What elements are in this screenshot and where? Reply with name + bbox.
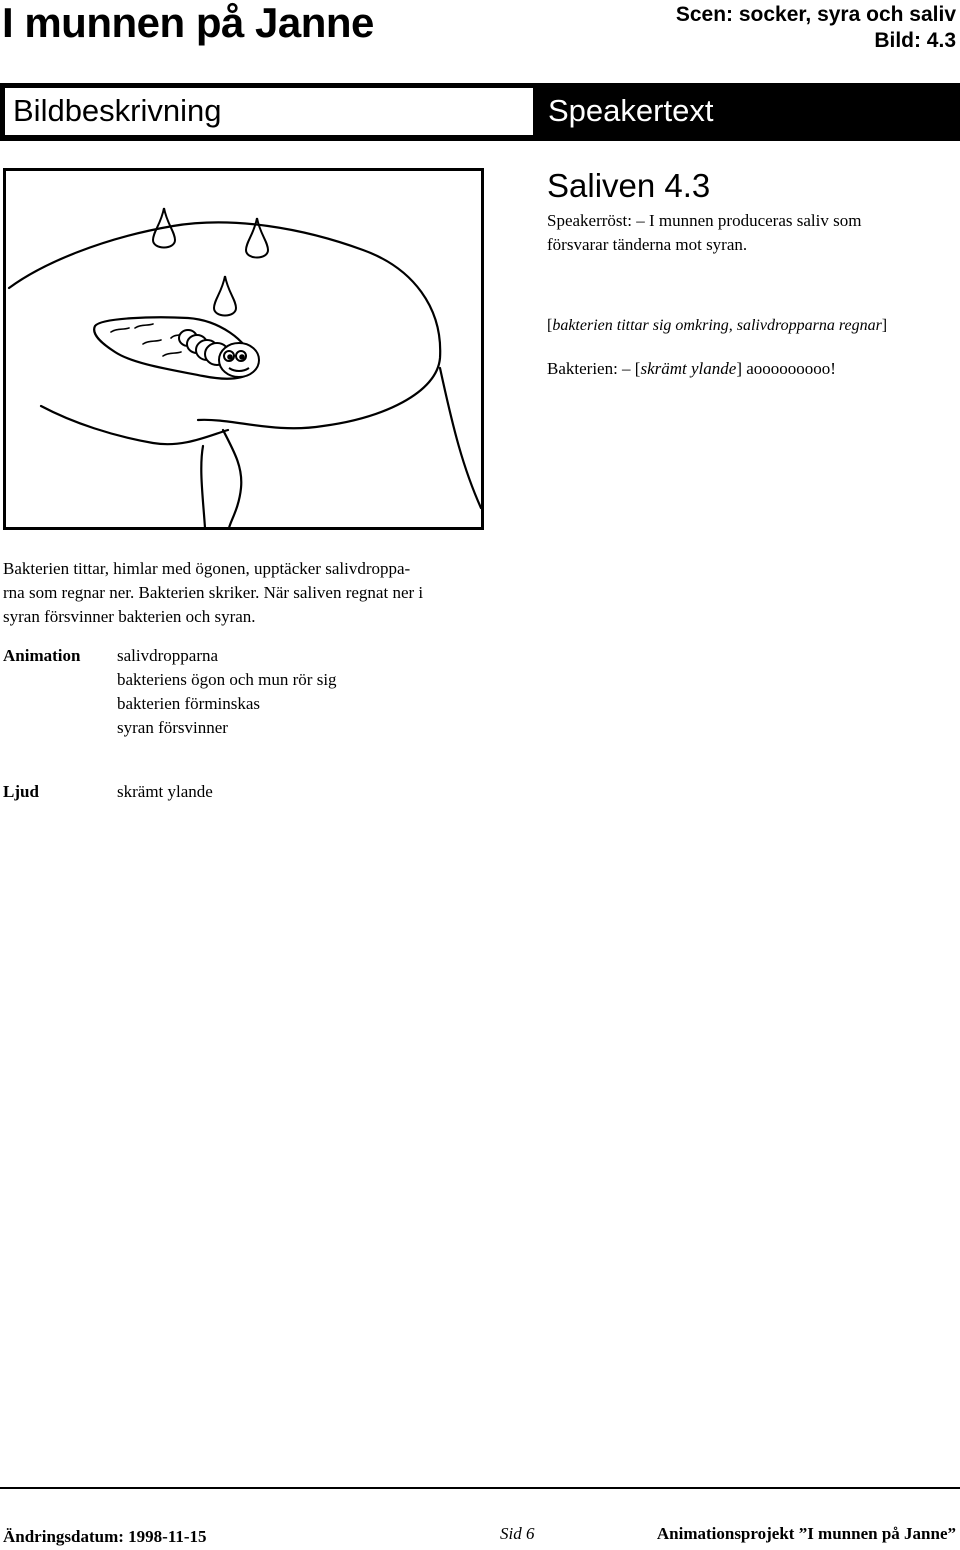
stage-direction [547, 314, 887, 338]
speaker-text-heading: Speakertext [548, 93, 714, 128]
bacterium-line-direction: skrämt ylande [640, 359, 737, 378]
change-date: Ändringsdatum: 1998-11-15 [3, 1527, 207, 1546]
scene-illustration [3, 168, 484, 530]
bacterium-line-prefix: Bakterien: – [ [547, 359, 641, 378]
animation-item: bakterien förminskas [117, 694, 261, 713]
stage-direction-text: bakterien tittar sig omkring, salivdropparna regnar [552, 317, 882, 334]
scene-label: Scen: socker, syra och saliv [675, 3, 956, 26]
document-title: I munnen på Janne [2, 0, 374, 46]
speaker-line: Speakerröst: – I munnen produceras saliv som [547, 211, 862, 230]
description-line: syran försvinner bakterien och syran. [3, 607, 256, 626]
bacterium-line-suffix: ] aooooooooo! [736, 359, 836, 378]
bracket: ] [881, 317, 888, 334]
page-number: Sid 6 [500, 1524, 535, 1543]
speaker-line: försvarar tänderna mot syran. [547, 235, 748, 254]
animation-item: salivdropparna [117, 646, 219, 665]
sound-label: Ljud [3, 782, 39, 801]
animation-item: syran försvinner [117, 718, 228, 737]
bacterium-line [547, 357, 836, 381]
project-name: Animationsprojekt ”I munnen på Janne” [656, 1524, 956, 1543]
bracket: [ [547, 317, 553, 334]
speaker-heading: Saliven 4.3 [547, 167, 711, 204]
image-number: Bild: 4.3 [874, 29, 956, 52]
description-line: Bakterien tittar, himlar med ögonen, upptäcker salivdroppa- [3, 559, 411, 578]
animation-item: bakteriens ögon och mun rör sig [117, 670, 337, 689]
footer-rule [0, 1487, 960, 1489]
animation-label: Animation [3, 646, 81, 665]
sound-value: skrämt ylande [117, 782, 213, 801]
image-description-heading: Bildbeskrivning [13, 93, 222, 128]
description-line: rna som regnar ner. Bakterien skriker. När saliven regnat ner i [3, 583, 424, 602]
